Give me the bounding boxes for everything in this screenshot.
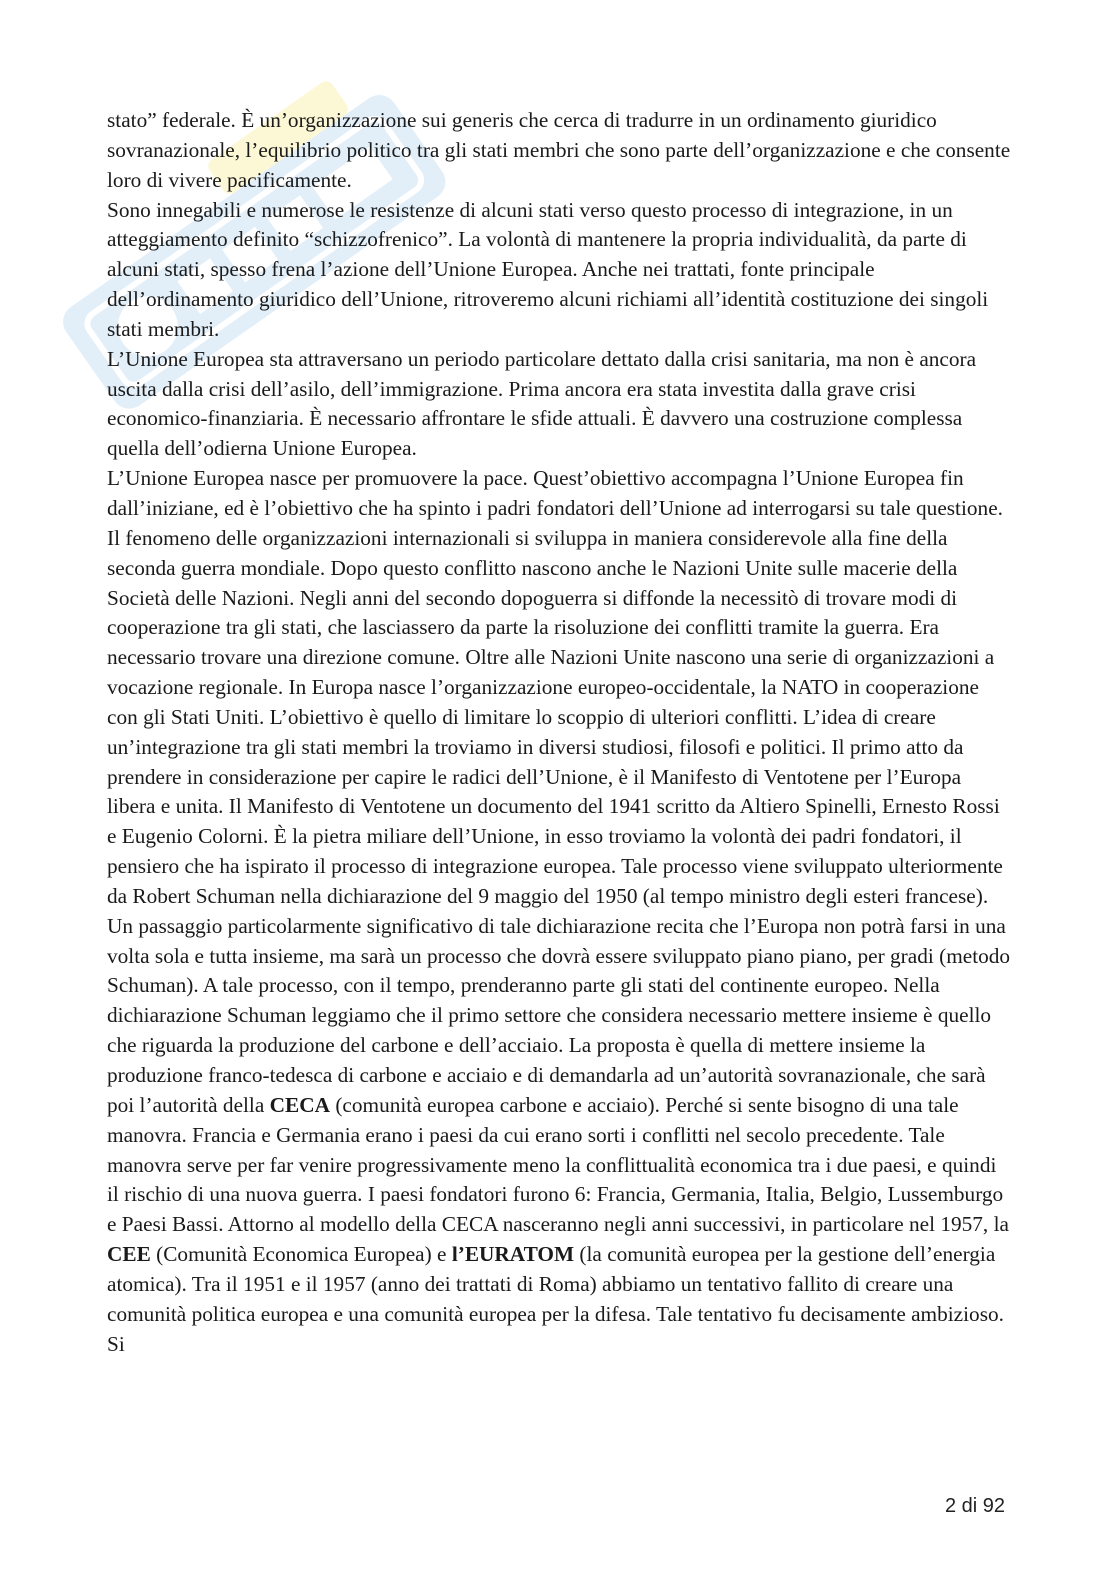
text-segment: (la comunità europea per la gestione dell’energia atomica). Tra il 1951 e il 1957 (anno dei trattati di Roma) abbiamo un tentativo fallito di creare una comunità politica europea e una comunità europea per la difesa. Tale tentativo fu decisamente ambizioso. Si (107, 1242, 1004, 1356)
paragraph (107, 106, 1012, 196)
paragraph (107, 345, 1012, 464)
paragraph (107, 196, 1012, 345)
paragraph (107, 464, 1012, 1359)
text-segment: stato” federale. È un’organizzazione sui generis che cerca di tradurre in un ordinamento giuridico sovranazionale, l’equilibrio politico tra gli stati membri che sono parte dell’organizzazione e che consente loro di vivere pacificamente. (107, 108, 1011, 192)
text-segment: (Comunità Economica Europea) e (150, 1242, 452, 1267)
text-segment: Sono innegabili e numerose le resistenze di alcuni stati verso questo processo di integrazione, in un atteggiamento definito “schizzofrenico”. La volontà di mantenere la propria individualità, da parte di alcuni stati, spesso frena l’azione dell’Unione Europea. Anche nei trattati, fonte principale dell’ordinamento giuridico dell’Unione, ritroveremo alcuni richiami all’identità costituzione dei singoli stati membri. (107, 197, 989, 341)
bold-term: l’EURATOM (451, 1242, 575, 1267)
bold-term: CEE (107, 1242, 151, 1267)
document-body (107, 106, 1012, 1359)
text-segment: L’Unione Europea nasce per promuovere la pace. Quest’obiettivo accompagna l’Unione Europea fin dall’iniziane, ed è l’obiettivo che ha spinto i padri fondatori dell’Unione ad interrogarsi su tale questione. Il fenomeno delle organizzazioni internazionali si sviluppa in maniera considerevole alla fine della seconda guerra mondiale. Dopo questo conflitto nascono anche le Nazioni Unite sulle macerie della Società delle Nazioni. Negli anni del secondo dopoguerra si diffonde la necessitò di trovare modi di cooperazione tra gli stati, che lasciassero da parte la risoluzione dei conflitti tramite la guerra. Era necessario trovare una direzione comune. Oltre alle Nazioni Unite nascono una serie di organizzazioni a vocazione regionale. In Europa nasce l’organizzazione europeo-occidentale, la NATO in cooperazione con gli Stati Uniti. L’obiettivo è quello di limitare lo scoppio di ulteriori conflitti. L’idea di creare un’integrazione tra gli stati membri la troviamo in diversi studiosi, filosofi e politici. Il primo atto da prendere in considerazione per capire le radici dell’Unione, è il Manifesto di Ventotene per l’Europa libera e unita. Il Manifesto di Ventotene un documento del 1941 scritto da Altiero Spinelli, Ernesto Rossi e Eugenio Colorni. È la pietra miliare dell’Unione, in esso troviamo la volontà dei padri fondatori, il pensiero che ha ispirato il processo di integrazione europea. Tale processo viene sviluppato ulteriormente da Robert Schuman nella dichiarazione del 9 maggio del 1950 (al tempo ministro degli esteri francese). Un passaggio particolarmente significativo di tale dichiarazione recita che l’Europa non potrà farsi in una volta sola e tutta insieme, ma sarà un processo che dovrà essere sviluppato piano piano, per gradi (metodo Schuman). A tale processo, con il tempo, prenderanno parte gli stati del continente europeo. Nella dichiarazione Schuman leggiamo che il primo settore che considera necessario mettere insieme è quello che riguarda la produzione del carbone e dell’acciaio. La proposta è quella di mettere insieme la produzione franco-tedesca di carbone e acciaio e di demandarla ad un’autorità sovranazionale, che sarà poi l’autorità della (107, 466, 1011, 1117)
text-segment: (comunità europea carbone e acciaio). Perché si sente bisogno di una tale manovra. Francia e Germania erano i paesi da cui erano sorti i conflitti nel secolo precedente. Tale manovra serve per far venire progressivamente meno la conflittualità economica tra i due paesi, e quindi il rischio di una nuova guerra. I paesi fondatori furono 6: Francia, Germania, Italia, Belgio, Lussemburgo e Paesi Bassi. Attorno al modello della CECA nasceranno negli anni successivi, in particolare nel 1957, la (107, 1092, 1009, 1237)
text-segment: L’Unione Europea sta attraversano un periodo particolare dettato dalla crisi sanitaria, ma non è ancora uscita dalla crisi dell’asilo, dell’immigrazione. Prima ancora era stata investita dalla grave crisi economico-finanziaria. È necessario affrontare le sfide attuali. È davvero una costruzione complessa quella dell’odierna Unione Europea. (107, 346, 977, 461)
bold-term: CECA (269, 1092, 330, 1117)
page-number: 2 di 92 (944, 1495, 1005, 1517)
